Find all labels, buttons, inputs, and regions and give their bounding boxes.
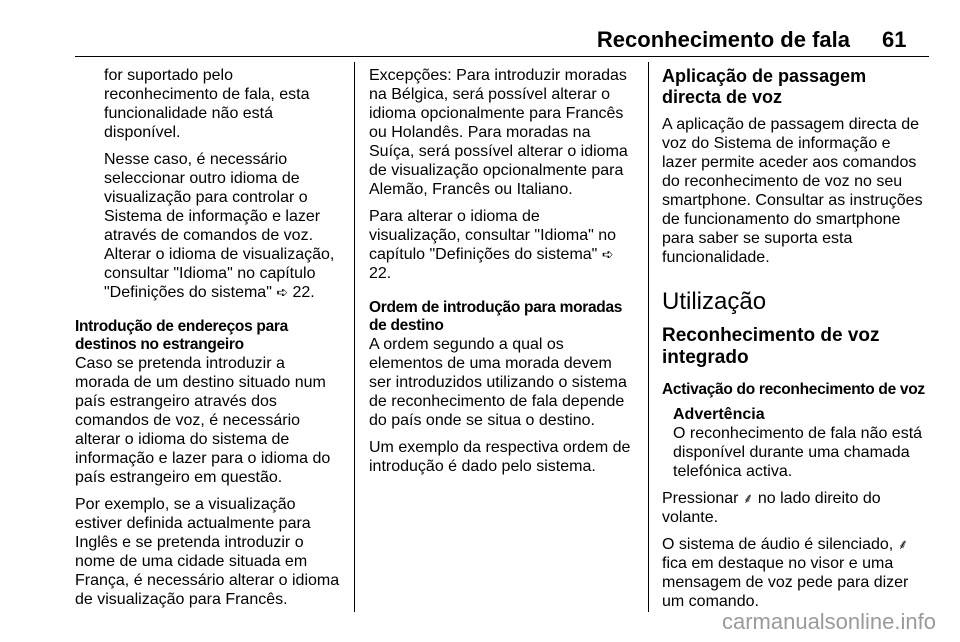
column-divider-2 <box>648 62 649 612</box>
running-header-title: Reconhecimento de fala <box>596 27 850 52</box>
col3-paragraph-3 <box>662 535 927 611</box>
col1-paragraph-2-page: 22. <box>288 284 315 301</box>
col2-paragraph-3: A ordem segundo a qual os elementos de uma morada devem ser introduzidos utilizando o sistema de reconhecimento de fala depende do país onde se situa o destino. <box>369 336 627 429</box>
col2-paragraph-2-text: Para alterar o idioma de visualização, consultar "Idioma" no capítulo "Definições do sistema" <box>369 208 617 263</box>
col3-subheading: Activação do reconhecimento de voz <box>662 381 925 398</box>
warning-note <box>662 405 927 481</box>
col1-paragraph-2 <box>75 150 343 302</box>
col2-paragraph-2 <box>369 207 635 283</box>
column-2 <box>369 66 635 484</box>
watermark: carmanualsonline.info <box>721 609 936 634</box>
col2-paragraph-2-page: 22. <box>369 265 392 282</box>
col2-subheading: Ordem de introdução para moradas de destino <box>369 299 623 334</box>
col3-paragraph-1: A aplicação de passagem directa de voz do Sistema de informação e lazer permite aceder aos comandos do reconhecimento de voz no seu smartphone. Consultar as instruções de funcionamento do smartphone para saber se suporta esta funcionalidade. <box>662 116 923 266</box>
column-1 <box>75 66 343 617</box>
warning-title: Advertência <box>673 406 765 423</box>
header-rule <box>75 56 929 57</box>
col1-paragraph-3: Caso se pretenda introduzir a morada de um destino situado num país estrangeiro através dos comandos de voz, é necessário alterar o idioma do sistema de informação e lazer para o idioma do país estrangeiro em questão. <box>75 355 331 486</box>
col1-paragraph-1: for suportado pelo reconhecimento de fala, esta funcionalidade não está disponível. <box>104 67 310 141</box>
col1-subheading: Introdução de endereços para destinos no estrangeiro <box>75 318 288 353</box>
reference-arrow-icon: ➪ <box>276 284 289 300</box>
col3-paragraph-2 <box>662 489 927 527</box>
reference-arrow-icon: ➪ <box>601 246 614 262</box>
col3-paragraph-2-text: Pressionar <box>662 490 743 507</box>
col1-paragraph-4: Por exemplo, se a visualização estiver definida actualmente para Inglês e se pretenda introduzir o nome de uma cidade situada em França, é necessário alterar o idioma de visualização para Francês. <box>75 496 340 608</box>
col3-paragraph-3-text: O sistema de áudio é silenciado, <box>662 536 898 553</box>
col3-chapter-heading: Utilização <box>662 288 767 315</box>
col3-subsection-heading: Reconhecimento de voz integrado <box>662 325 880 368</box>
column-3 <box>662 66 927 619</box>
voice-control-icon: ⸙ <box>742 490 754 506</box>
page-number: 61 <box>882 27 907 52</box>
col1-paragraph-2-text: Nesse caso, é necessário seleccionar outro idioma de visualização para controlar o Sistema de informação e lazer através de comandos de voz. Alterar o idioma de visualização, consultar "Idioma" no capítulo "Definições do sistema" <box>104 151 335 301</box>
col2-paragraph-1: Excepções: Para introduzir moradas na Bélgica, será possível alterar o idioma opcionalmente para Francês ou Holandês. Para moradas na Suíça, será possível alterar o idioma de visualização opcionalmente para Alemão, Francês ou Italiano. <box>369 67 628 198</box>
col3-paragraph-3-rest: fica em destaque no visor e uma mensagem de voz pede para dizer um comando. <box>662 555 909 610</box>
col3-paragraph-2-rest: no lado direito do volante. <box>662 490 881 526</box>
col3-section-heading: Aplicação de passagem directa de voz <box>662 66 867 107</box>
warning-text: O reconhecimento de fala não está disponível durante uma chamada telefónica activa. <box>673 425 923 480</box>
voice-control-icon: ⸙ <box>897 536 909 552</box>
column-divider-1 <box>354 62 355 612</box>
col2-paragraph-4: Um exemplo da respectiva ordem de introdução é dado pelo sistema. <box>369 439 631 475</box>
